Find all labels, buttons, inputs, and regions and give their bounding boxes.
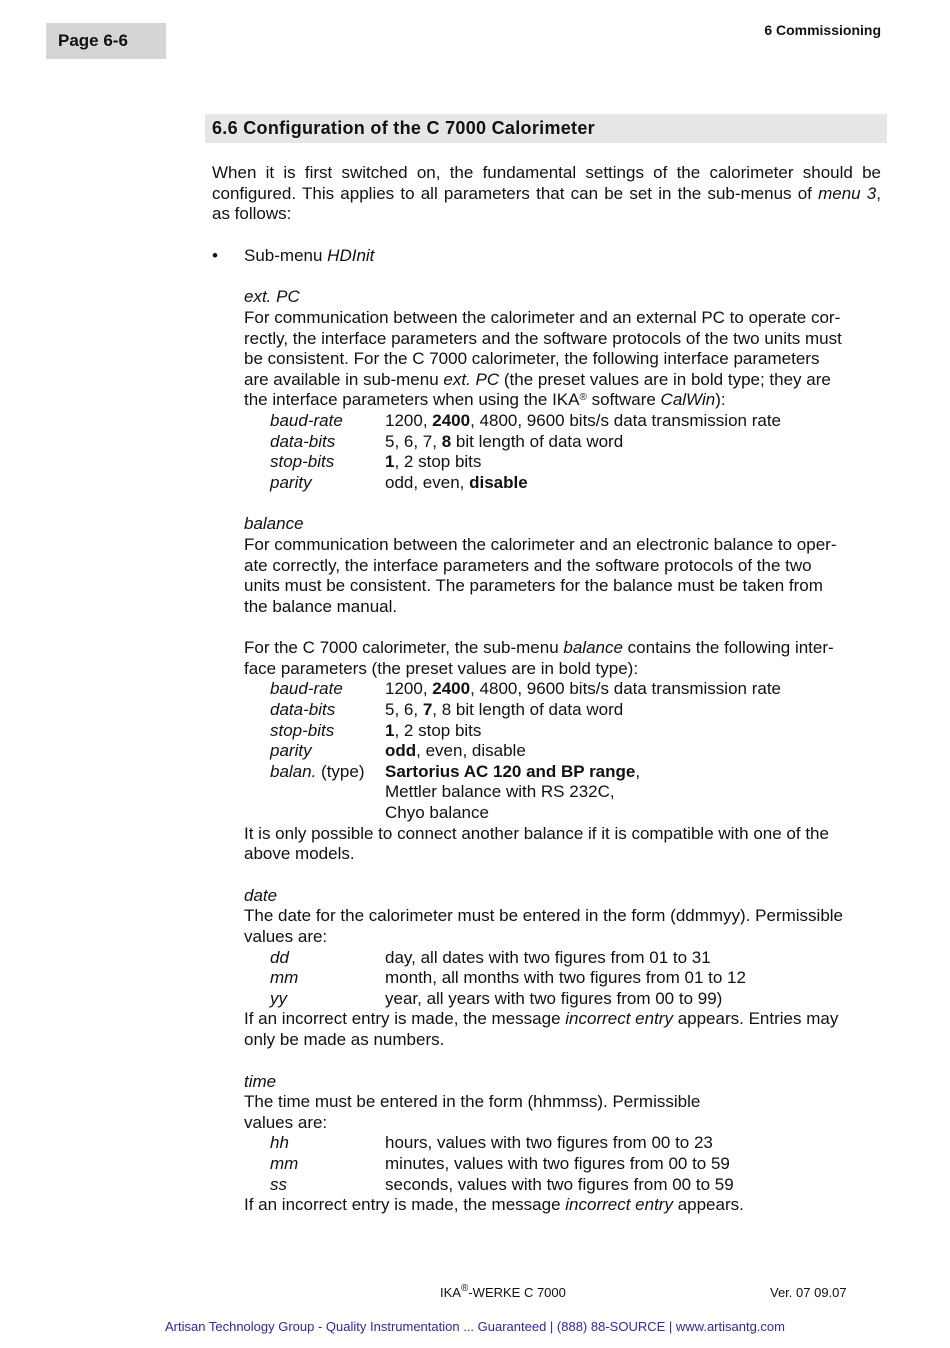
text-line: For communication between the calorimeter and an external PC to operate cor-	[244, 307, 841, 327]
section-title: 6.6 Configuration of the C 7000 Calorimeter	[205, 114, 887, 143]
param-row-baud-rate: baud-rate 1200, 2400, 4800, 9600 bits/s data transmission rate	[270, 410, 781, 430]
bullet-mark: •	[212, 245, 218, 265]
param-row-stop-bits: stop-bits 1, 2 stop bits	[270, 452, 482, 472]
text-line: It is only possible to connect another balance if it is compatible with one of the	[244, 823, 829, 843]
intro-paragraph: When it is first switched on, the fundamental settings of the calorimeter should be configured. This applies to all parameters that can be set in the sub-menus of menu 3, as follows:	[212, 163, 881, 224]
balance-heading: balance	[244, 514, 304, 534]
text-line: units must be consistent. The parameters for the balance must be taken from	[244, 576, 823, 596]
document-body	[212, 163, 881, 1216]
extpc-section	[244, 287, 881, 493]
param-row-hh: hh hours, values with two figures from 00 to 23	[270, 1133, 713, 1153]
text-line: The time must be entered in the form (hhmmss). Permissible	[244, 1092, 701, 1112]
footer-maker: IKA®-WERKE C 7000	[440, 1283, 566, 1300]
text-line: above models.	[244, 844, 355, 864]
hdinit-content	[212, 287, 881, 1215]
artisan-footer-link[interactable]: Artisan Technology Group - Quality Instrumentation ... Guaranteed | (888) 88-SOURCE | www.artisantg.com	[165, 1319, 785, 1334]
text-line: be consistent. For the C 7000 calorimeter, the following interface parameters	[244, 349, 820, 369]
text-line: For communication between the calorimeter and an electronic balance to oper-	[244, 534, 837, 554]
bullet-hdinit: • Sub-menu HDInit	[212, 245, 375, 265]
page-number-badge: Page 6-6	[46, 23, 166, 59]
param-row-ss: ss seconds, values with two figures from 00 to 59	[270, 1174, 734, 1194]
text-line: values are:	[244, 927, 328, 946]
extpc-heading: ext. PC	[244, 287, 300, 307]
param-row-parity: parity odd, even, disable	[270, 472, 528, 492]
time-section	[244, 1072, 881, 1216]
text-line: values are:	[244, 1112, 328, 1132]
text-line: If an incorrect entry is made, the message incorrect entry appears. Entries may	[244, 1009, 839, 1029]
text-line: the interface parameters when using the IKA® software CalWin):	[244, 390, 726, 410]
text-line: For the C 7000 calorimeter, the sub-menu balance contains the following inter-	[244, 638, 834, 658]
param-row-balance-type-cont: Mettler balance with RS 232C,	[385, 782, 615, 802]
text-line: face parameters (the preset values are in bold type):	[244, 658, 639, 678]
text-line: ate correctly, the interface parameters and the software protocols of the two	[244, 555, 812, 575]
chapter-heading: 6 Commissioning	[764, 22, 881, 38]
param-row-baud-rate: baud-rate 1200, 2400, 4800, 9600 bits/s data transmission rate	[270, 679, 781, 699]
balance-params-section	[244, 638, 881, 865]
balance-section	[244, 514, 881, 617]
text-line: If an incorrect entry is made, the message incorrect entry appears.	[244, 1195, 744, 1215]
param-row-stop-bits: stop-bits 1, 2 stop bits	[270, 720, 482, 740]
date-heading: date	[244, 885, 278, 905]
text-line: are available in sub-menu ext. PC (the preset values are in bold type; they are	[244, 369, 831, 389]
date-section	[244, 886, 881, 1051]
param-row-dd: dd day, all dates with two figures from 01 to 31	[270, 947, 711, 967]
footer-version: Ver. 07 09.07	[770, 1285, 847, 1300]
text-line: The date for the calorimeter must be entered in the form (ddmmyy). Permissible	[244, 906, 844, 926]
text-line: the balance manual.	[244, 596, 398, 616]
text-line: rectly, the interface parameters and the software protocols of the two units must	[244, 328, 842, 348]
text-line: only be made as numbers.	[244, 1029, 445, 1049]
param-row-mm: mm minutes, values with two figures from 00 to 59	[270, 1153, 730, 1173]
param-row-mm: mm month, all months with two figures from 01 to 12	[270, 968, 746, 988]
param-row-parity: parity odd, even, disable	[270, 741, 526, 761]
param-row-balance-type-cont: Chyo balance	[385, 803, 489, 823]
time-heading: time	[244, 1071, 277, 1091]
param-row-data-bits: data-bits 5, 6, 7, 8 bit length of data word	[270, 431, 624, 451]
param-row-yy: yy year, all years with two figures from 00 to 99)	[270, 988, 723, 1008]
param-row-balance-type: balan. (type) Sartorius AC 120 and BP range,	[270, 761, 641, 781]
param-row-data-bits: data-bits 5, 6, 7, 8 bit length of data word	[270, 700, 624, 720]
